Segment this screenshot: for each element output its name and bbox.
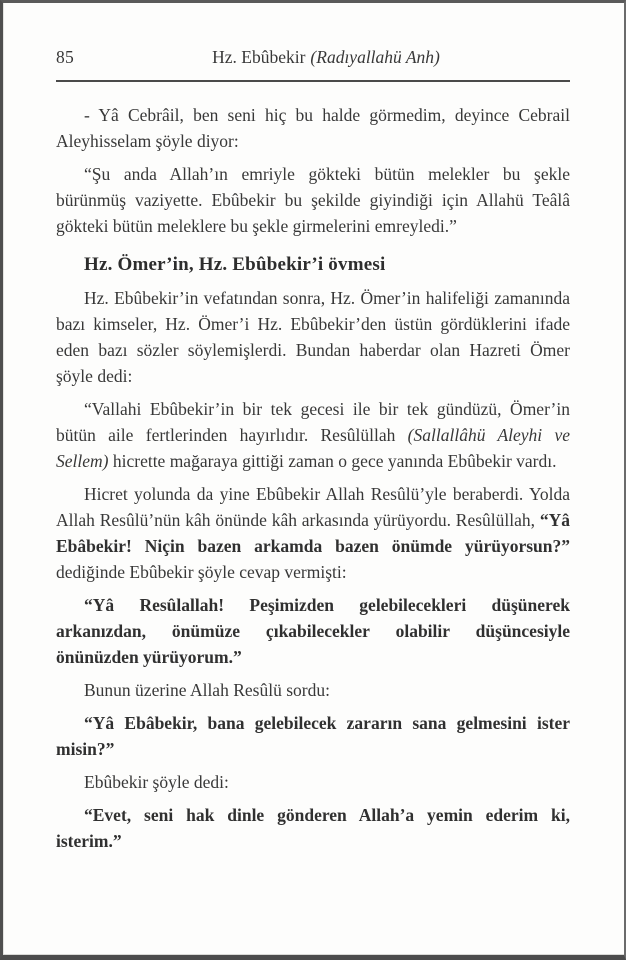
paragraph-final-oath (56, 802, 570, 854)
page-content-column (56, 3, 570, 854)
paragraph-ebubekir-said (56, 769, 570, 795)
paragraph-text: Hz. Ebûbekir’in vefatından sonra, Hz. Ömer’in halifeliği zamanında bazı kimseler, Hz. Ömer’i Hz. Ebûbekir’den üstün gördüklerini ifade eden bazı sözler söylemişlerdi. Bundan haberdar olan Hazreti Ömer şöyle dedi: (56, 288, 570, 386)
paragraph-text-bold-quote: “Yâ Ebâbekir! Niçin bazen arkamda bazen önümde yürüyorsun?” (56, 510, 570, 556)
paragraph-omer-context (56, 285, 570, 389)
page-number: 85 (56, 47, 75, 67)
page-header (56, 3, 570, 73)
paragraph-text: “Yâ Resûlallah! Peşimizden gelebilecekleri düşünerek arkanızdan, önümüze çıkabilecekler olabilir düşüncesiyle önünüzden yürüyorum.” (56, 595, 570, 667)
running-header-title: Hz. Ebûbekir (212, 47, 306, 67)
paragraph-vallahi-quote (56, 396, 570, 474)
paragraph-dialogue-intro (56, 102, 570, 154)
paragraph-text: Ebûbekir şöyle dedi: (84, 772, 229, 792)
running-header-annotation: (Radıyallahü Anh) (310, 47, 440, 67)
paragraph-text-after: hicrette mağaraya gittiği zaman o gece yanında Ebûbekir vardı. (108, 451, 557, 471)
section-heading: Hz. Ömer’in, Hz. Ebûbekir’i övmesi (84, 254, 386, 275)
paragraph-text-before: Hicret yolunda da yine Ebûbekir Allah Resûlü’yle beraberdi. Yolda Allah Resûlü’nün kâh önünde kâh arkasında yürüyordu. Resûlüllah, (56, 484, 570, 530)
paragraph-text: - Yâ Cebrâil, ben seni hiç bu halde görmedim, deyince Cebrail Aleyhisselam şöyle diyor: (56, 105, 570, 151)
header-rule (56, 80, 570, 82)
paragraph-text: Bunun üzerine Allah Resûlü sordu: (84, 680, 330, 700)
paragraph-resul-asks (56, 677, 570, 703)
paragraph-angel-quote (56, 161, 570, 239)
paragraph-ebubekir-answer (56, 592, 570, 670)
paragraph-resul-question (56, 710, 570, 762)
paragraph-text-after: dediğinde Ebûbekir şöyle cevap vermişti: (56, 562, 347, 582)
paragraph-text: “Yâ Ebâbekir, bana gelebilecek zararın sana gelmesini ister misin?” (56, 713, 570, 759)
paragraph-text: “Şu anda Allah’ın emriyle gökteki bütün melekler bu şekle bürünmüş vaziyette. Ebûbekir bu şekilde giyindiği için Allahü Teâlâ gökteki bütün meleklere bu şekle girmelerini emreyledi.” (56, 164, 570, 236)
body-text (56, 102, 570, 854)
paragraph-hicret-journey (56, 481, 570, 585)
paragraph-text-before: “Vallahi Ebûbekir’in bir tek gecesi ile bir tek gündüzü, Ömer’in bütün aile fertlerinden hayırlıdır. Resûlüllah (56, 399, 570, 445)
paragraph-text-italic: (Sallallâhü Aleyhi ve Sellem) (56, 425, 570, 471)
running-header (56, 47, 570, 68)
paragraph-text: “Evet, seni hak dinle gönderen Allah’a yemin ederim ki, isterim.” (56, 805, 570, 851)
